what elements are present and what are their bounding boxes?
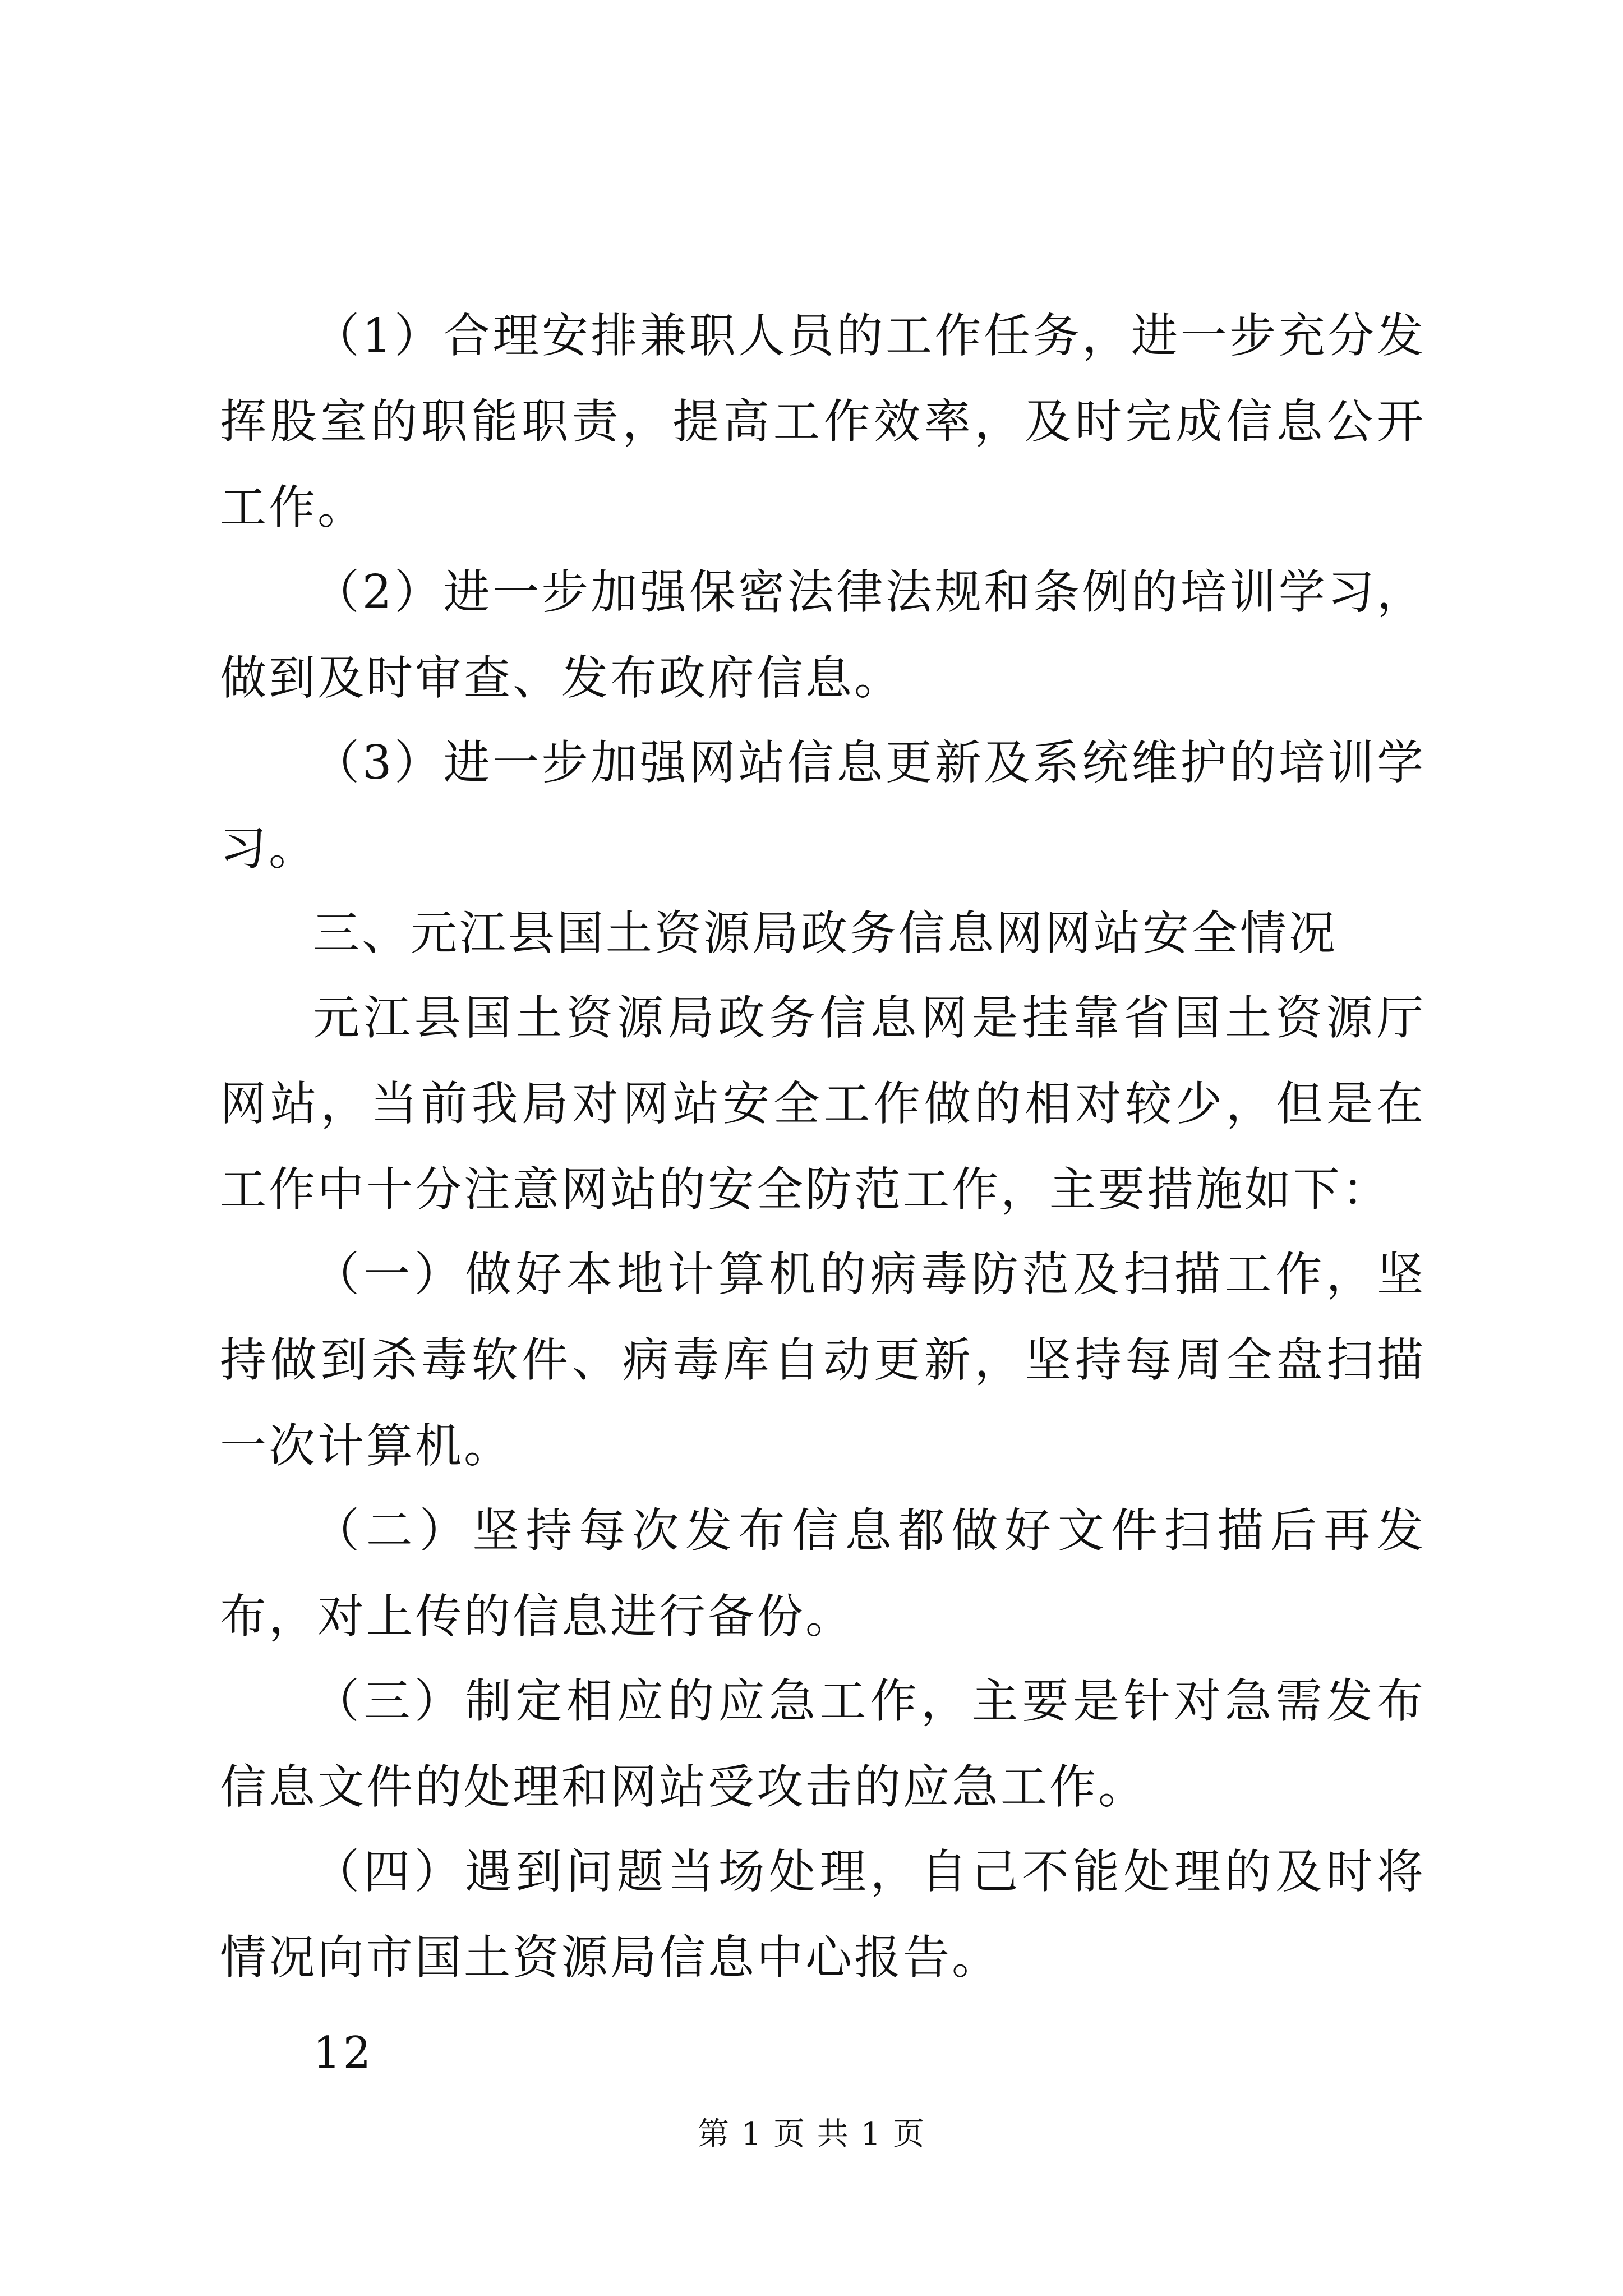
document-body [220,293,1426,2095]
measure-item-4: （四）遇到问题当场处理，自己不能处理的及时将情况向市国土资源局信息中心报告。 [220,1844,1426,1985]
paragraph-item-3: （3）进一步加强网站信息更新及系统维护的培训学习。 [220,735,1426,876]
measure-item-3: （三）制定相应的应急工作，主要是针对急需发布信息文件的处理和网站受攻击的应急工作。 [220,1674,1426,1814]
section-intro-paragraph: 元江县国土资源局政务信息网是挂靠省国土资源厅网站，当前我局对网站安全工作做的相对较少，但是在工作中十分注意网站的安全防范工作，主要措施如下： [220,991,1426,1217]
section-heading: 三、元江县国土资源局政务信息网网站安全情况 [313,906,1338,960]
paragraph-item-1: （1）合理安排兼职人员的工作任务，进一步充分发挥股室的职能职责，提高工作效率，及时完成信息公开工作。 [220,309,1426,535]
measure-item-2: （二）坚持每次发布信息都做好文件扫描后再发布，对上传的信息进行备份。 [220,1503,1426,1644]
paragraph-item-2: （2）进一步加强保密法律法规和条例的培训学习，做到及时审查、发布政府信息。 [220,565,1426,705]
page-footer: 第 1 页 共 1 页 [697,2116,926,2152]
trailing-number: 12 [313,2028,374,2078]
measure-item-1: （一）做好本地计算机的病毒防范及扫描工作，坚持做到杀毒软件、病毒库自动更新，坚持每周全盘扫描一次计算机。 [220,1247,1426,1473]
